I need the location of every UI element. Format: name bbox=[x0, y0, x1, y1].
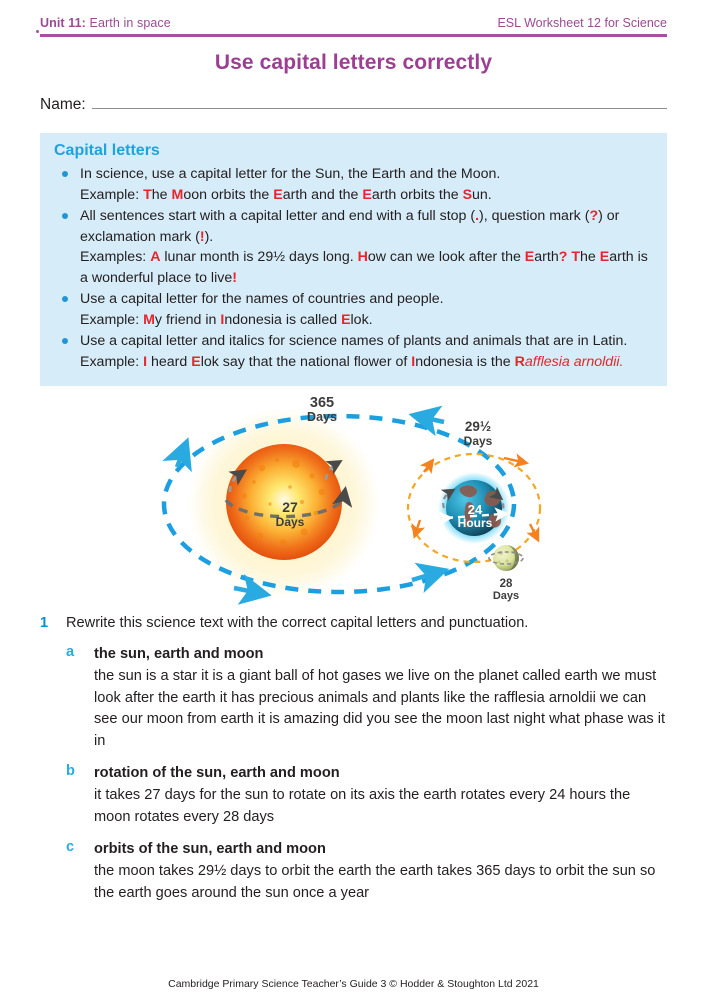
part-body-text[interactable]: it takes 27 days for the sun to rotate on its axis the earth rotates every 24 hours the moon rotates every 28 days bbox=[94, 787, 631, 825]
rule-item bbox=[54, 331, 653, 372]
rule-text: In science, use a capital letter for the Sun, the Earth and the Moon. bbox=[80, 166, 501, 182]
capital-letters-info-box bbox=[40, 133, 667, 386]
svg-text:24: 24 bbox=[467, 502, 482, 517]
example-label: Example: bbox=[80, 186, 140, 203]
header-divider bbox=[40, 34, 667, 37]
example-label: Example: bbox=[80, 353, 140, 370]
bullet-icon bbox=[62, 296, 68, 302]
rule-example: Example: My friend in Indonesia is called Elok. bbox=[80, 311, 373, 328]
question-prompt: Rewrite this science text with the correct capital letters and punctuation. bbox=[66, 615, 529, 631]
name-field-label: Name: bbox=[40, 96, 86, 113]
part-body-text[interactable]: the moon takes 29½ days to orbit the earth the earth takes 365 days to orbit the sun so the earth goes around the sun once a year bbox=[94, 863, 656, 901]
svg-text:Days: Days bbox=[492, 590, 519, 602]
rule-example: Example: I heard Elok say that the national flower of Indonesia is the Rafflesia arnoldii. bbox=[80, 353, 624, 370]
rule-text: Use a capital letter for the names of countries and people. bbox=[80, 291, 444, 307]
question-block bbox=[40, 613, 667, 904]
rule-item bbox=[54, 206, 653, 288]
example-label: Examples: bbox=[80, 249, 147, 265]
unit-number: Unit 11: bbox=[40, 16, 86, 30]
earth-orbit-arrow-top bbox=[426, 418, 444, 422]
unit-label bbox=[40, 16, 171, 30]
moon-orbit-arrow-bl bbox=[416, 520, 420, 532]
page-title: Use capital letters correctly bbox=[214, 51, 493, 74]
name-field-row bbox=[40, 95, 667, 114]
svg-text:Days: Days bbox=[275, 515, 304, 529]
question-number: 1 bbox=[40, 615, 49, 631]
page-header bbox=[40, 0, 667, 30]
question-part-c bbox=[40, 839, 667, 904]
bullet-icon bbox=[62, 213, 68, 219]
part-letter: c bbox=[66, 839, 75, 855]
part-body-text[interactable]: the sun is a star it is a giant ball of hot gases we live on the planet called earth we must look after the earth it has precious animals and plants like the rafflesia arnoldii we can see our moon from earth it is amazing did you see the moon last night what phase was it in bbox=[94, 668, 666, 749]
moon-rotation-label bbox=[492, 578, 518, 602]
moon-orbit-label bbox=[463, 419, 492, 448]
info-box-heading: Capital letters bbox=[54, 142, 160, 159]
part-letter: b bbox=[66, 763, 75, 779]
question-part-a bbox=[40, 644, 667, 752]
question-1 bbox=[40, 613, 667, 633]
svg-text:27: 27 bbox=[281, 499, 298, 515]
name-input[interactable] bbox=[92, 95, 667, 109]
svg-text:29½: 29½ bbox=[464, 419, 491, 434]
rule-text: All sentences start with a capital letter and end with a full stop (.), question mark (?) or exclamation mark (!). bbox=[80, 208, 620, 245]
svg-text:Hours: Hours bbox=[457, 516, 492, 530]
diagram-container bbox=[40, 392, 667, 607]
example-label: Example: bbox=[80, 311, 140, 328]
rule-example: Example: The Moon orbits the Earth and the Earth orbits the Sun. bbox=[80, 186, 492, 203]
svg-text:28: 28 bbox=[499, 578, 512, 590]
rule-example: Examples: A lunar month is 29½ days long. How can we look after the Earth? The Earth is a wonderful place to live! bbox=[80, 249, 648, 286]
svg-text:Days: Days bbox=[463, 434, 492, 448]
unit-title: Earth in space bbox=[85, 16, 171, 30]
svg-text:365: 365 bbox=[309, 395, 334, 411]
part-heading: rotation of the sun, earth and moon bbox=[94, 765, 340, 781]
rule-text: Use a capital letter and italics for science names of plants and animals that are in Latin. bbox=[80, 333, 628, 349]
part-heading: the sun, earth and moon bbox=[94, 646, 264, 662]
rule-item bbox=[54, 164, 653, 205]
bullet-icon bbox=[62, 171, 68, 177]
bullet-icon bbox=[62, 338, 68, 344]
rule-item bbox=[54, 289, 653, 330]
moon-orbit-arrow-tr bbox=[504, 458, 522, 462]
earth-orbit-label bbox=[307, 395, 337, 424]
sun-earth-moon-orbit-diagram bbox=[144, 392, 564, 607]
part-heading: orbits of the sun, earth and moon bbox=[94, 841, 326, 857]
page-footer: Cambridge Primary Science Teacher’s Guide 3 © Hodder & Stoughton Ltd 2021 bbox=[168, 978, 539, 990]
svg-text:Days: Days bbox=[306, 410, 337, 424]
question-part-b bbox=[40, 763, 667, 828]
worksheet-label: ESL Worksheet 12 for Science bbox=[497, 16, 667, 30]
part-letter: a bbox=[66, 644, 75, 660]
